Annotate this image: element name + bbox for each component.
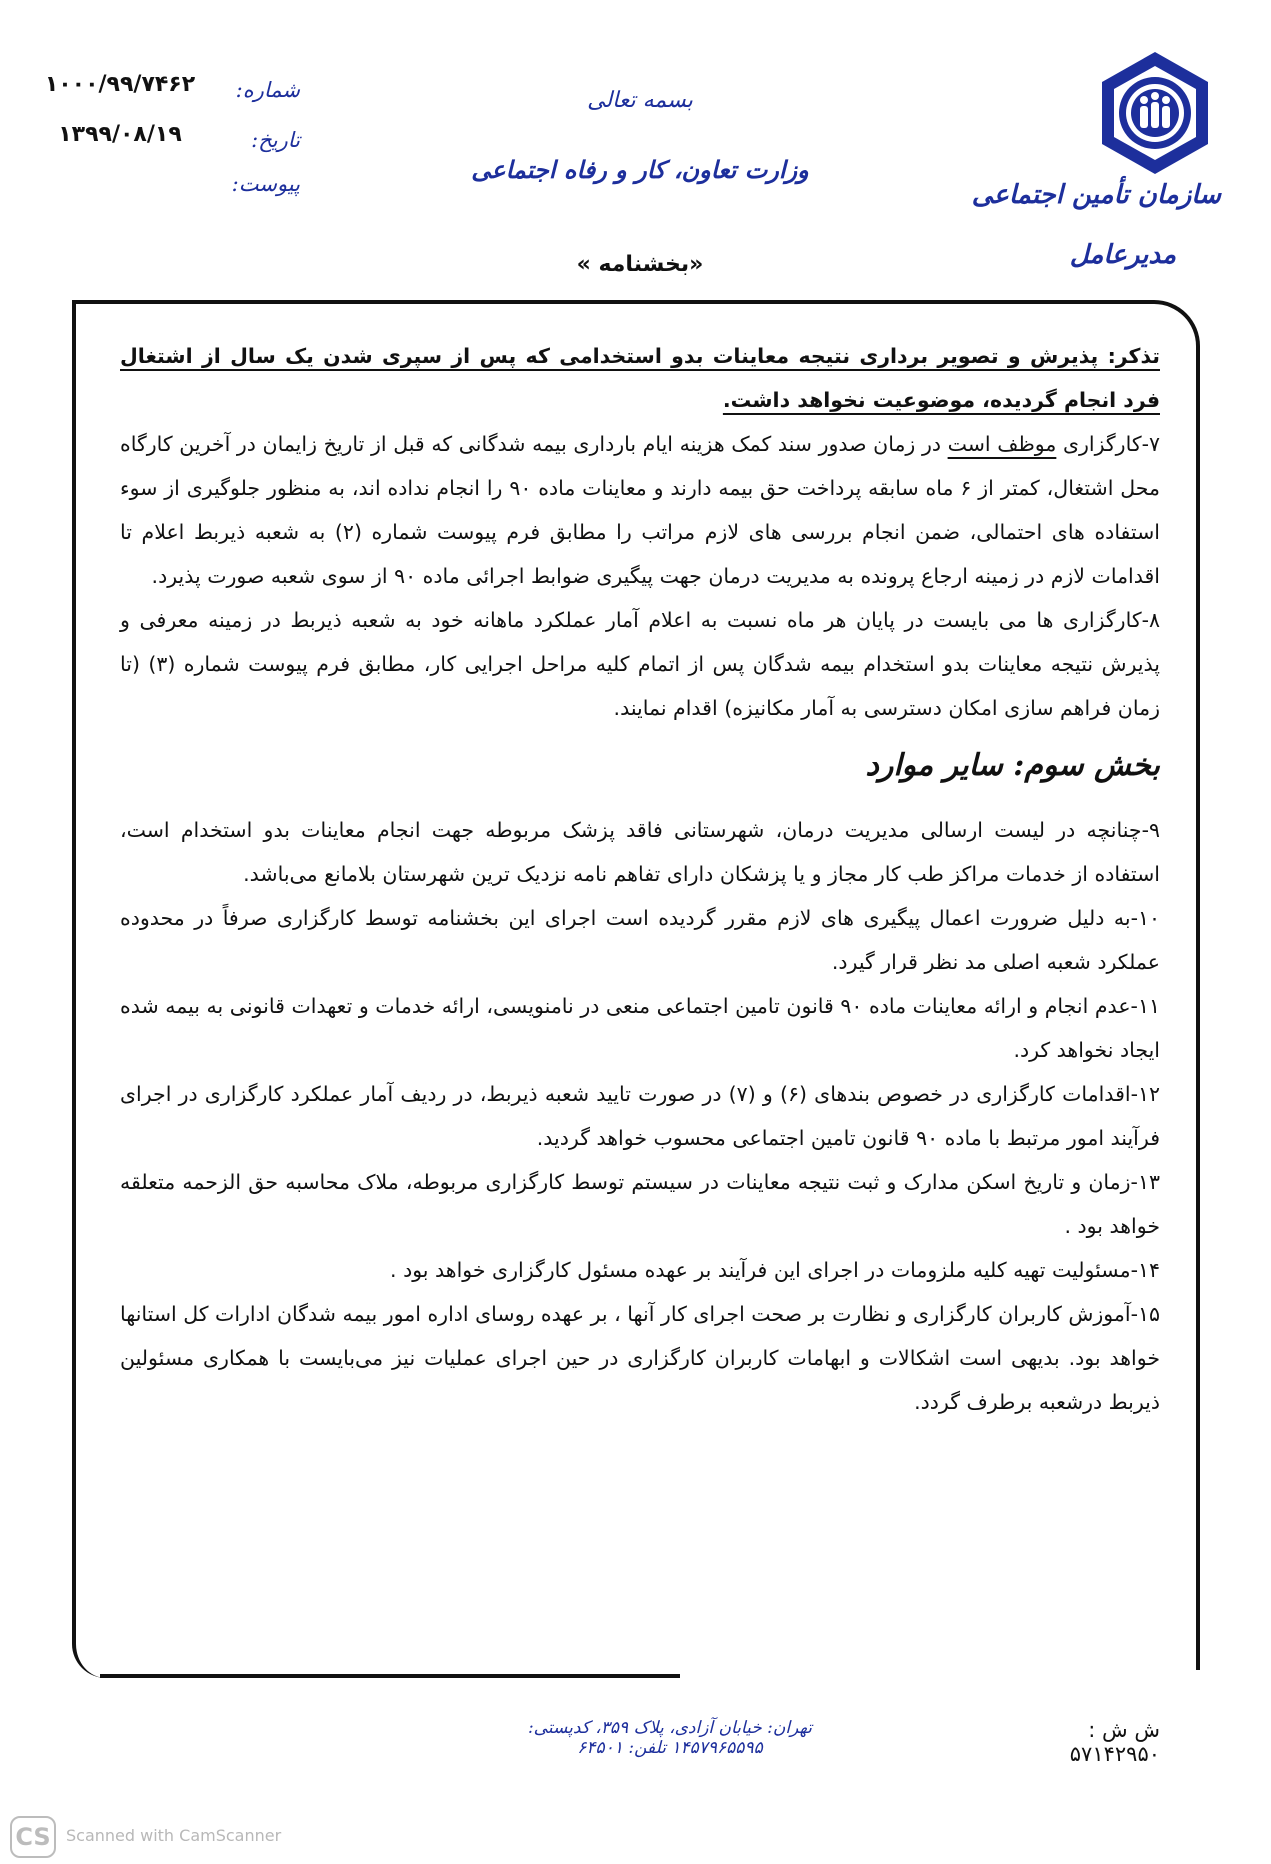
item-7-lead: ۷-کارگزاری [1056,432,1160,456]
document-type: «بخشنامه » [576,252,704,277]
section-3-heading: بخش سوم: سایر موارد [865,748,1160,783]
frame-gap [680,1670,1205,1684]
bismillah-heading: بسمه تعالی [587,88,693,113]
date-label: تاریخ: [251,128,300,152]
organization-name: سازمان تأمین اجتماعی [971,180,1221,210]
item-10: ۱۰-به دلیل ضرورت اعمال پیگیری های لازم مقرر گردیده است اجرای این بخشنامه توسط کارگزاری صرفاً در محدوده عملکرد شعبه اصلی مد نظر قرار گیرد. [120,906,1160,974]
note-paragraph: تذکر: پذیرش و تصویر برداری نتیجه معاینات بدو استخدامی که پس از سپری شدن یک سال از اشتغال فرد انجام گردیده، موضوعیت نخواهد داشت. [120,344,1160,412]
item-8: ۸-کارگزاری ها می بایست در پایان هر ماه نسبت به اعلام آمار عملکرد ماهانه خود به شعبه ذیربط در زمینه معرفی و پذیرش نتیجه معاینات بدو استخدام بیمه شدگان پس از اتمام کلیه مراحل اجرایی کار، مطابق فرم پیوست شماره (۳) (تا زمان فراهم سازی امکان دسترسی به آمار مکانیزه) اقدام نمایند. [120,608,1161,720]
footer-postal-code: ش ش : ۵۷۱۴۲۹۵۰ [1069,1718,1160,1766]
circular-body [120,334,1160,1424]
ministry-name: وزارت تعاون، کار و رفاه اجتماعی [471,155,809,184]
organization-logo-icon [1090,48,1220,178]
number-label: شماره: [235,78,300,102]
item-14: ۱۴-مسئولیت تهیه کلیه ملزومات در اجرای این فرآیند بر عهده مسئول کارگزاری خواهد بود . [390,1258,1160,1282]
footer-address: تهران: خیابان آزادی، پلاک ۳۵۹، کدپستی: ۱۴۵۷۹۶۵۵۹۵ تلفن: ۶۴۵۰۱ [527,1718,813,1758]
signatory-title: مدیرعامل [1069,240,1176,270]
frame-bottom-line [100,1674,680,1678]
camscanner-logo-icon: CS [10,1816,56,1858]
camscanner-watermark: Scanned with CamScanner [66,1826,282,1845]
attachment-label: پیوست: [231,172,300,196]
item-7 [120,422,1160,598]
item-7-emphasis: موظف است [947,432,1057,456]
item-13: ۱۳-زمان و تاریخ اسکن مدارک و ثبت نتیجه معاینات در سیستم توسط کارگزاری مربوطه، ملاک محاسبه حق الزحمه متعلقه خواهد بود . [120,1170,1160,1238]
item-7-text: در زمان صدور سند کمک هزینه ایام بارداری بیمه شدگانی که قبل از تاریخ زایمان در آخرین کارگاه محل اشتغال، کمتر از ۶ ماه سابقه پرداخت حق بیمه دارند و معاینات ماده ۹۰ را انجام نداده اند، به منظور جلوگیری از سوء استفاده های احتمالی، ضمن انجام بررسی های لازم مراتب را مطابق فرم پیوست شماره (۲) به شعبه ذیربط اعلام تا اقدامات لازم در زمینه ارجاع پرونده به مدیریت درمان جهت پیگیری ضوابط اجرائی ماده ۹۰ از سوی شعبه صورت پذیرد. [120,432,1160,588]
item-9: ۹-چنانچه در لیست ارسالی مدیریت درمان، شهرستانی فاقد پزشک مربوطه جهت انجام معاینات بدو استخدام است، استفاده از خدمات مراکز طب کار مجاز و یا پزشکان دارای تفاهم نامه نزدیک ترین شهرستان بلامانع می‌باشد. [120,818,1160,886]
item-15: ۱۵-آموزش کاربران کارگزاری و نظارت بر صحت اجرای کار آنها ، بر عهده روسای اداره امور بیمه شدگان ادارات کل استانها خواهد بود. بدیهی است اشکالات و ابهامات کاربران کارگزاری در حین اجرای عملیات نیز می‌بایست با همکاری مسئولین ذیربط درشعبه برطرف گردد. [120,1302,1160,1414]
letter-number: ۱۰۰۰/۹۹/۷۴۶۲ [44,72,196,97]
item-11: ۱۱-عدم انجام و ارائه معاینات ماده ۹۰ قانون تامین اجتماعی منعی در نامنویسی، ارائه خدمات و تعهدات قانونی به بیمه شده ایجاد نخواهد کرد. [120,994,1160,1062]
item-12: ۱۲-اقدامات کارگزاری در خصوص بندهای (۶) و (۷) در صورت تایید شعبه ذیربط، در ردیف آمار عملکرد کارگزاری در اجرای فرآیند امور مرتبط با ماده ۹۰ قانون تامین اجتماعی محسوب خواهد گردید. [120,1082,1160,1150]
letter-date: ۱۳۹۹/۰۸/۱۹ [58,122,182,147]
